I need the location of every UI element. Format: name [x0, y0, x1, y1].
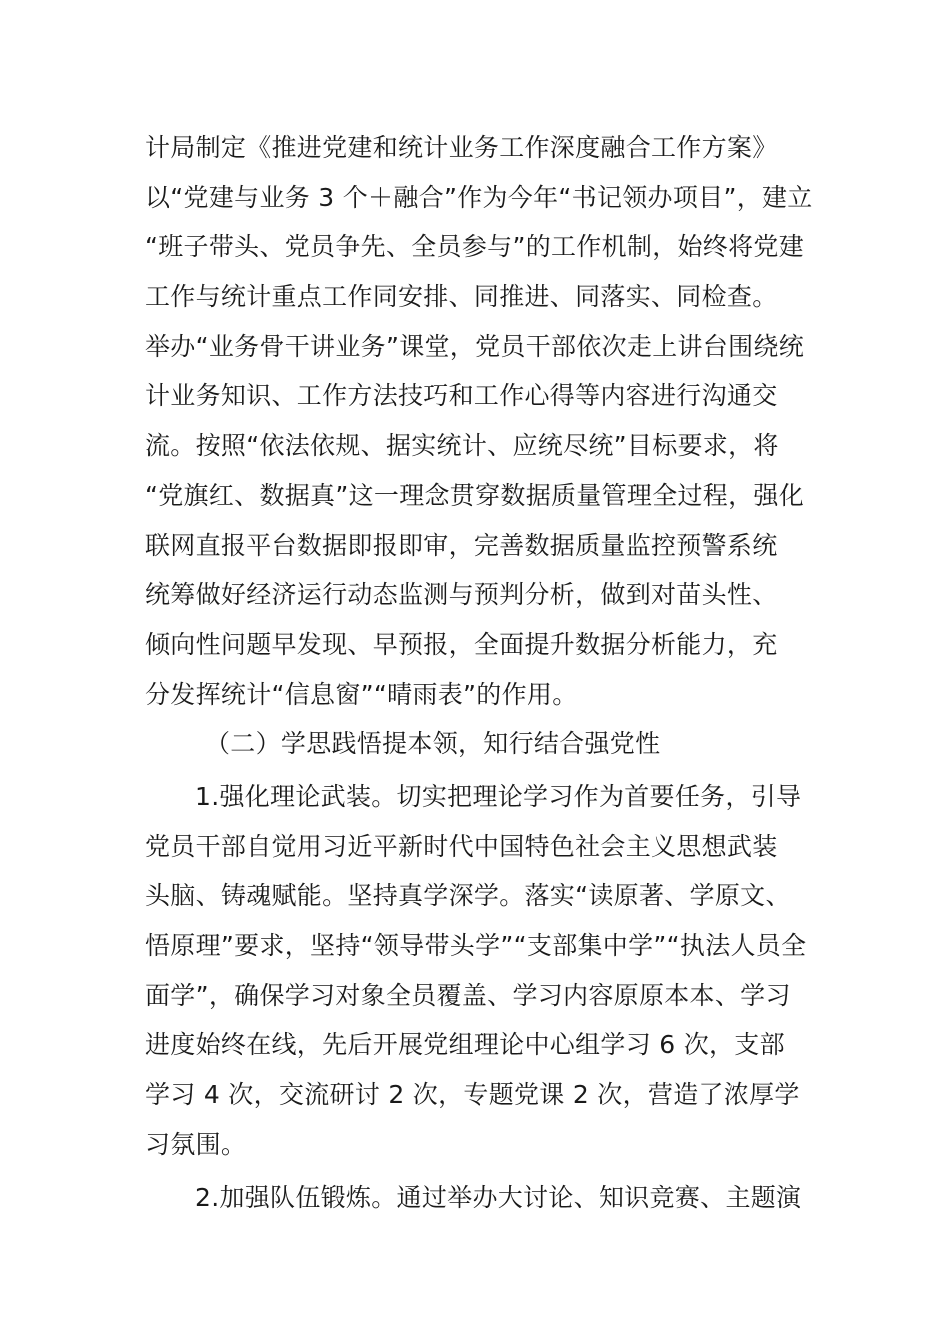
paragraph-line: 学习 4 次，交流研讨 2 次，专题党课 2 次，营造了浓厚学 [145, 1080, 800, 1110]
section-heading: （二）学思践悟提本领，知行结合强党性 [205, 729, 661, 759]
paragraph-line: 习氛围。 [145, 1129, 247, 1159]
paragraph-line: 分发挥统计“信息窗”“晴雨表”的作用。 [145, 679, 578, 709]
paragraph-line: 举办“业务骨干讲业务”课堂，党员干部依次走上讲台围绕统 [145, 331, 805, 361]
paragraph-line: 1.强化理论武装。切实把理论学习作为首要任务，引导 [195, 782, 802, 811]
paragraph-line: 联网直报平台数据即报即审，完善数据质量监控预警系统 [145, 530, 778, 560]
item1-paragraph [145, 772, 815, 1170]
paragraph-line: 2.加强队伍锻炼。通过举办大讨论、知识竞赛、主题演 [195, 1183, 802, 1212]
paragraph-line: 以“党建与业务 3 个＋融合”作为今年“书记领办项目”，建立 [145, 182, 813, 212]
paragraph-line: 流。按照“依法依规、据实统计、应统尽统”目标要求，将 [145, 431, 779, 461]
paragraph-line: 工作与统计重点工作同安排、同推进、同落实、同检查。 [145, 282, 778, 312]
paragraph-line: 倾向性问题早发现、早预报，全面提升数据分析能力，充 [145, 629, 778, 659]
paragraph-line: 面学”，确保学习对象全员覆盖、学习内容原原本本、学习 [145, 980, 791, 1010]
paragraph-line: 统筹做好经济运行动态监测与预判分析，做到对苗头性、 [145, 580, 778, 610]
intro-paragraph [145, 123, 815, 769]
paragraph-line: 计局制定《推进党建和统计业务工作深度融合工作方案》 [145, 133, 778, 162]
paragraph-line: “党旗红、数据真”这一理念贯穿数据质量管理全过程，强化 [145, 480, 805, 510]
paragraph-line: 悟原理”要求，坚持“领导带头学”“支部集中学”“执法人员全 [145, 931, 807, 961]
paragraph-line: 头脑、铸魂赋能。坚持真学深学。落实“读原著、学原文、 [145, 881, 791, 911]
paragraph-line: 计业务知识、工作方法技巧和工作心得等内容进行沟通交 [145, 381, 778, 411]
paragraph-line: “班子带头、党员争先、全员参与”的工作机制，始终将党建 [145, 232, 805, 262]
item2-paragraph [145, 1173, 815, 1223]
paragraph-line: 党员干部自觉用习近平新时代中国特色社会主义思想武装 [145, 831, 778, 861]
paragraph-line: 进度始终在线，先后开展党组理论中心组学习 6 次，支部 [145, 1030, 785, 1060]
